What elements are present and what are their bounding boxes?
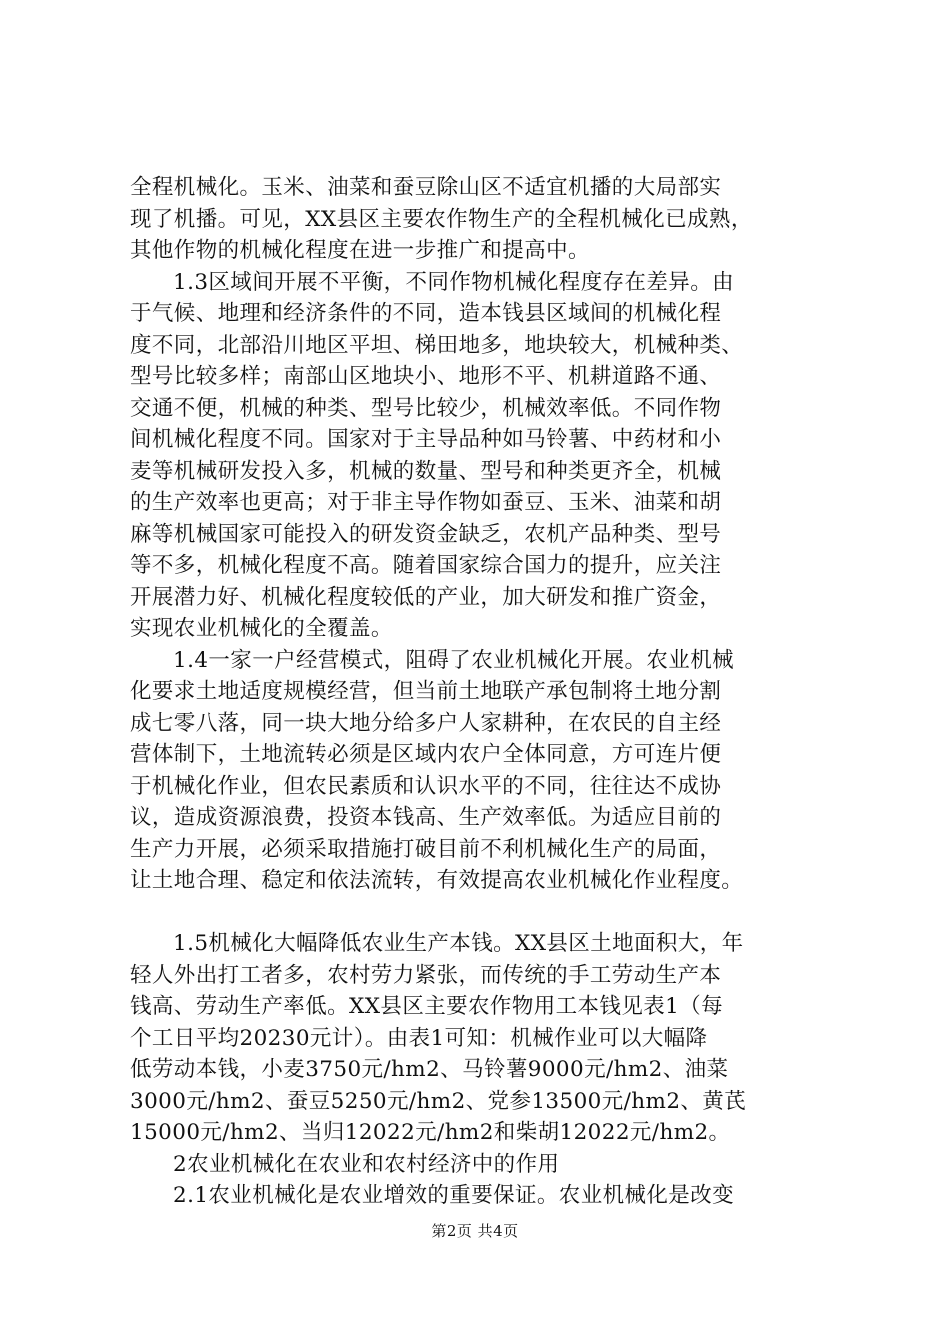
text-line: 麻等机械国家可能投入的研发资金缺乏，农机产品种类、型号 <box>130 521 722 547</box>
text-line: 化要求土地适度规模经营，但当前土地联产承包制将土地分割 <box>130 679 722 704</box>
text-line: 于气候、地理和经济条件的不同，造本钱县区域间的机械化程 <box>130 301 722 326</box>
text-line: 现了机播。可见，XX县区主要农作物生产的全程机械化已成熟， <box>130 206 753 232</box>
text-line: 的生产效率也更高；对于非主导作物如蚕豆、玉米、油菜和胡 <box>130 490 722 515</box>
text-line: 钱高、劳动生产率低。XX县区主要农作物用工本钱见表1（每 <box>130 994 723 1019</box>
section-heading-2: 2农业机械化在农业和农村经济中的作用 <box>173 1151 560 1177</box>
text-line: 营体制下，土地流转必须是区域内农户全体同意，方可连片便 <box>130 742 722 767</box>
text-line: 全程机械化。玉米、油菜和蚕豆除山区不适宜机播的大局部实 <box>130 175 722 200</box>
text-line: 3000元/hm2、蚕豆5250元/hm2、党参13500元/hm2、黄芪 <box>130 1088 747 1114</box>
paragraph-gap <box>130 897 850 929</box>
section-heading-1-3: 1.3区域间开展不平衡，不同作物机械化程度存在差异。由 <box>173 269 734 295</box>
document-body <box>130 172 850 1212</box>
text-line: 让土地合理、稳定和依法流转，有效提高农业机械化作业程度。 <box>130 868 744 893</box>
text-line: 议，造成资源浪费，投资本钱高、生产效率低。为适应目前的 <box>130 805 722 830</box>
text-line: 15000元/hm2、当归12022元/hm2和柴胡12022元/hm2。 <box>130 1120 731 1145</box>
text-line: 于机械化作业，但农民素质和认识水平的不同，往往达不成协 <box>130 773 722 799</box>
text-line: 等不多，机械化程度不高。随着国家综合国力的提升，应关注 <box>130 553 722 578</box>
text-line: 型号比较多样；南部山区地块小、地形不平、机耕道路不通、 <box>130 364 722 389</box>
section-heading-1-5: 1.5机械化大幅降低农业生产本钱。XX县区土地面积大，年 <box>173 931 744 956</box>
text-line: 生产力开展，必须采取措施打破目前不利机械化生产的局面， <box>130 836 722 862</box>
text-line: 交通不便，机械的种类、型号比较少，机械效率低。不同作物 <box>130 395 722 421</box>
text-line: 开展潜力好、机械化程度较低的产业，加大研发和推广资金， <box>130 584 722 610</box>
page-footer: 第2页 共4页 <box>431 1222 519 1240</box>
section-heading-1-4: 1.4一家一户经营模式，阻碍了农业机械化开展。农业机械 <box>173 647 734 673</box>
text-line: 度不同，北部沿川地区平坦、梯田地多，地块较大，机械种类、 <box>130 332 744 358</box>
text-line: 成七零八落，同一块大地分给多户人家耕种，在农民的自主经 <box>130 710 722 736</box>
text-line: 个工日平均20230元计）。由表1可知：机械作业可以大幅降 <box>130 1025 708 1051</box>
text-line: 其他作物的机械化程度在进一步推广和提高中。 <box>130 238 590 263</box>
text-line: 轻人外出打工者多，农村劳力紧张，而传统的手工劳动生产本 <box>130 962 722 988</box>
text-line: 低劳动本钱，小麦3750元/hm2、马铃薯9000元/hm2、油菜 <box>130 1057 729 1082</box>
text-line: 麦等机械研发投入多，机械的数量、型号和种类更齐全，机械 <box>130 458 722 484</box>
text-line: 间机械化程度不同。国家对于主导品种如马铃薯、中药材和小 <box>130 427 722 452</box>
text-line: 实现农业机械化的全覆盖。 <box>130 616 393 641</box>
section-heading-2-1: 2.1农业机械化是农业增效的重要保证。农业机械化是改变 <box>173 1183 734 1208</box>
